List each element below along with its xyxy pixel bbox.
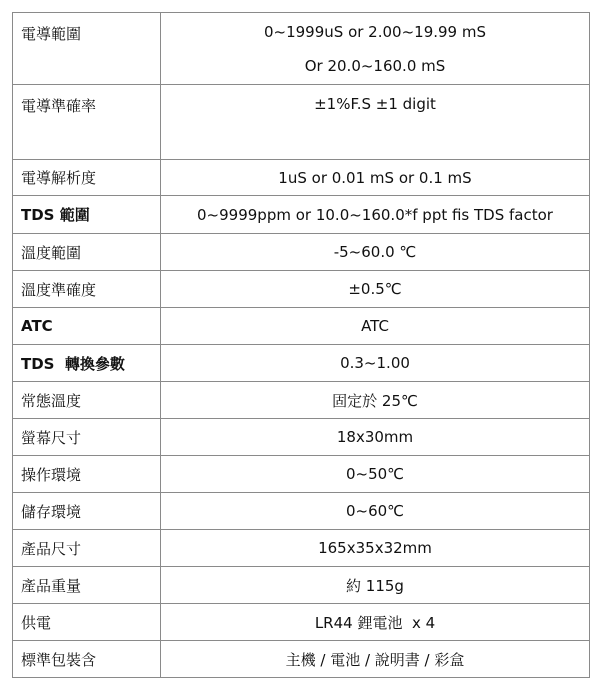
table-row — [13, 530, 590, 567]
row-label-normal-temperature: 常態溫度 — [13, 382, 161, 419]
row-label-product-size: 產品尺寸 — [13, 530, 161, 567]
row-label-storage-environment: 儲存環境 — [13, 493, 161, 530]
row-label-temperature-range: 溫度範圍 — [13, 234, 161, 271]
row-value-conductivity-resolution: 1uS or 0.01 mS or 0.1 mS — [161, 160, 590, 196]
row-value-tds-factor: 0.3~1.00 — [161, 345, 590, 382]
row-label-product-weight: 產品重量 — [13, 567, 161, 604]
row-value-product-size: 165x35x32mm — [161, 530, 590, 567]
row-label-tds-factor: TDS 轉換參數 — [13, 345, 161, 382]
row-label-temperature-accuracy: 溫度準確度 — [13, 271, 161, 308]
row-value-screen-size: 18x30mm — [161, 419, 590, 456]
table-row — [13, 456, 590, 493]
row-value-temperature-range: -5~60.0 ℃ — [161, 234, 590, 271]
row-label-standard-package: 標準包裝含 — [13, 641, 161, 678]
table-row — [13, 13, 590, 85]
value-line: Or 20.0~160.0 mS — [304, 57, 446, 75]
row-label-tds-range: TDS 範圍 — [13, 196, 161, 234]
spec-table — [12, 12, 590, 678]
row-label-atc: ATC — [13, 308, 161, 345]
row-value-tds-range: 0~9999ppm or 10.0~160.0*f ppt fis TDS factor — [161, 196, 590, 234]
row-label-conductivity-range: 電導範圍 — [13, 13, 161, 85]
table-row — [13, 160, 590, 196]
row-value-storage-environment: 0~60℃ — [161, 493, 590, 530]
table-row — [13, 641, 590, 678]
row-label-screen-size: 螢幕尺寸 — [13, 419, 161, 456]
row-label-conductivity-resolution: 電導解析度 — [13, 160, 161, 196]
row-label-conductivity-accuracy: 電導準確率 — [13, 85, 161, 160]
row-value-temperature-accuracy: ±0.5℃ — [161, 271, 590, 308]
table-row — [13, 382, 590, 419]
table-row — [13, 345, 590, 382]
row-label-power-supply: 供電 — [13, 604, 161, 641]
row-label-operating-environment: 操作環境 — [13, 456, 161, 493]
value-line: 0~1999uS or 2.00~19.99 mS — [263, 23, 486, 41]
table-row — [13, 419, 590, 456]
table-row — [13, 493, 590, 530]
table-row — [13, 308, 590, 345]
row-value-standard-package: 主機 / 電池 / 說明書 / 彩盒 — [161, 641, 590, 678]
table-row — [13, 85, 590, 160]
row-value-product-weight: 約 115g — [161, 567, 590, 604]
row-value-operating-environment: 0~50℃ — [161, 456, 590, 493]
table-row — [13, 271, 590, 308]
table-row — [13, 604, 590, 641]
row-value-normal-temperature: 固定於 25℃ — [161, 382, 590, 419]
row-value-conductivity-accuracy: ±1%F.S ±1 digit — [161, 85, 590, 160]
table-row — [13, 567, 590, 604]
row-value-atc: ATC — [161, 308, 590, 345]
table-row — [13, 196, 590, 234]
row-value-conductivity-range — [161, 13, 590, 85]
row-value-power-supply: LR44 鋰電池 x 4 — [161, 604, 590, 641]
table-row — [13, 234, 590, 271]
